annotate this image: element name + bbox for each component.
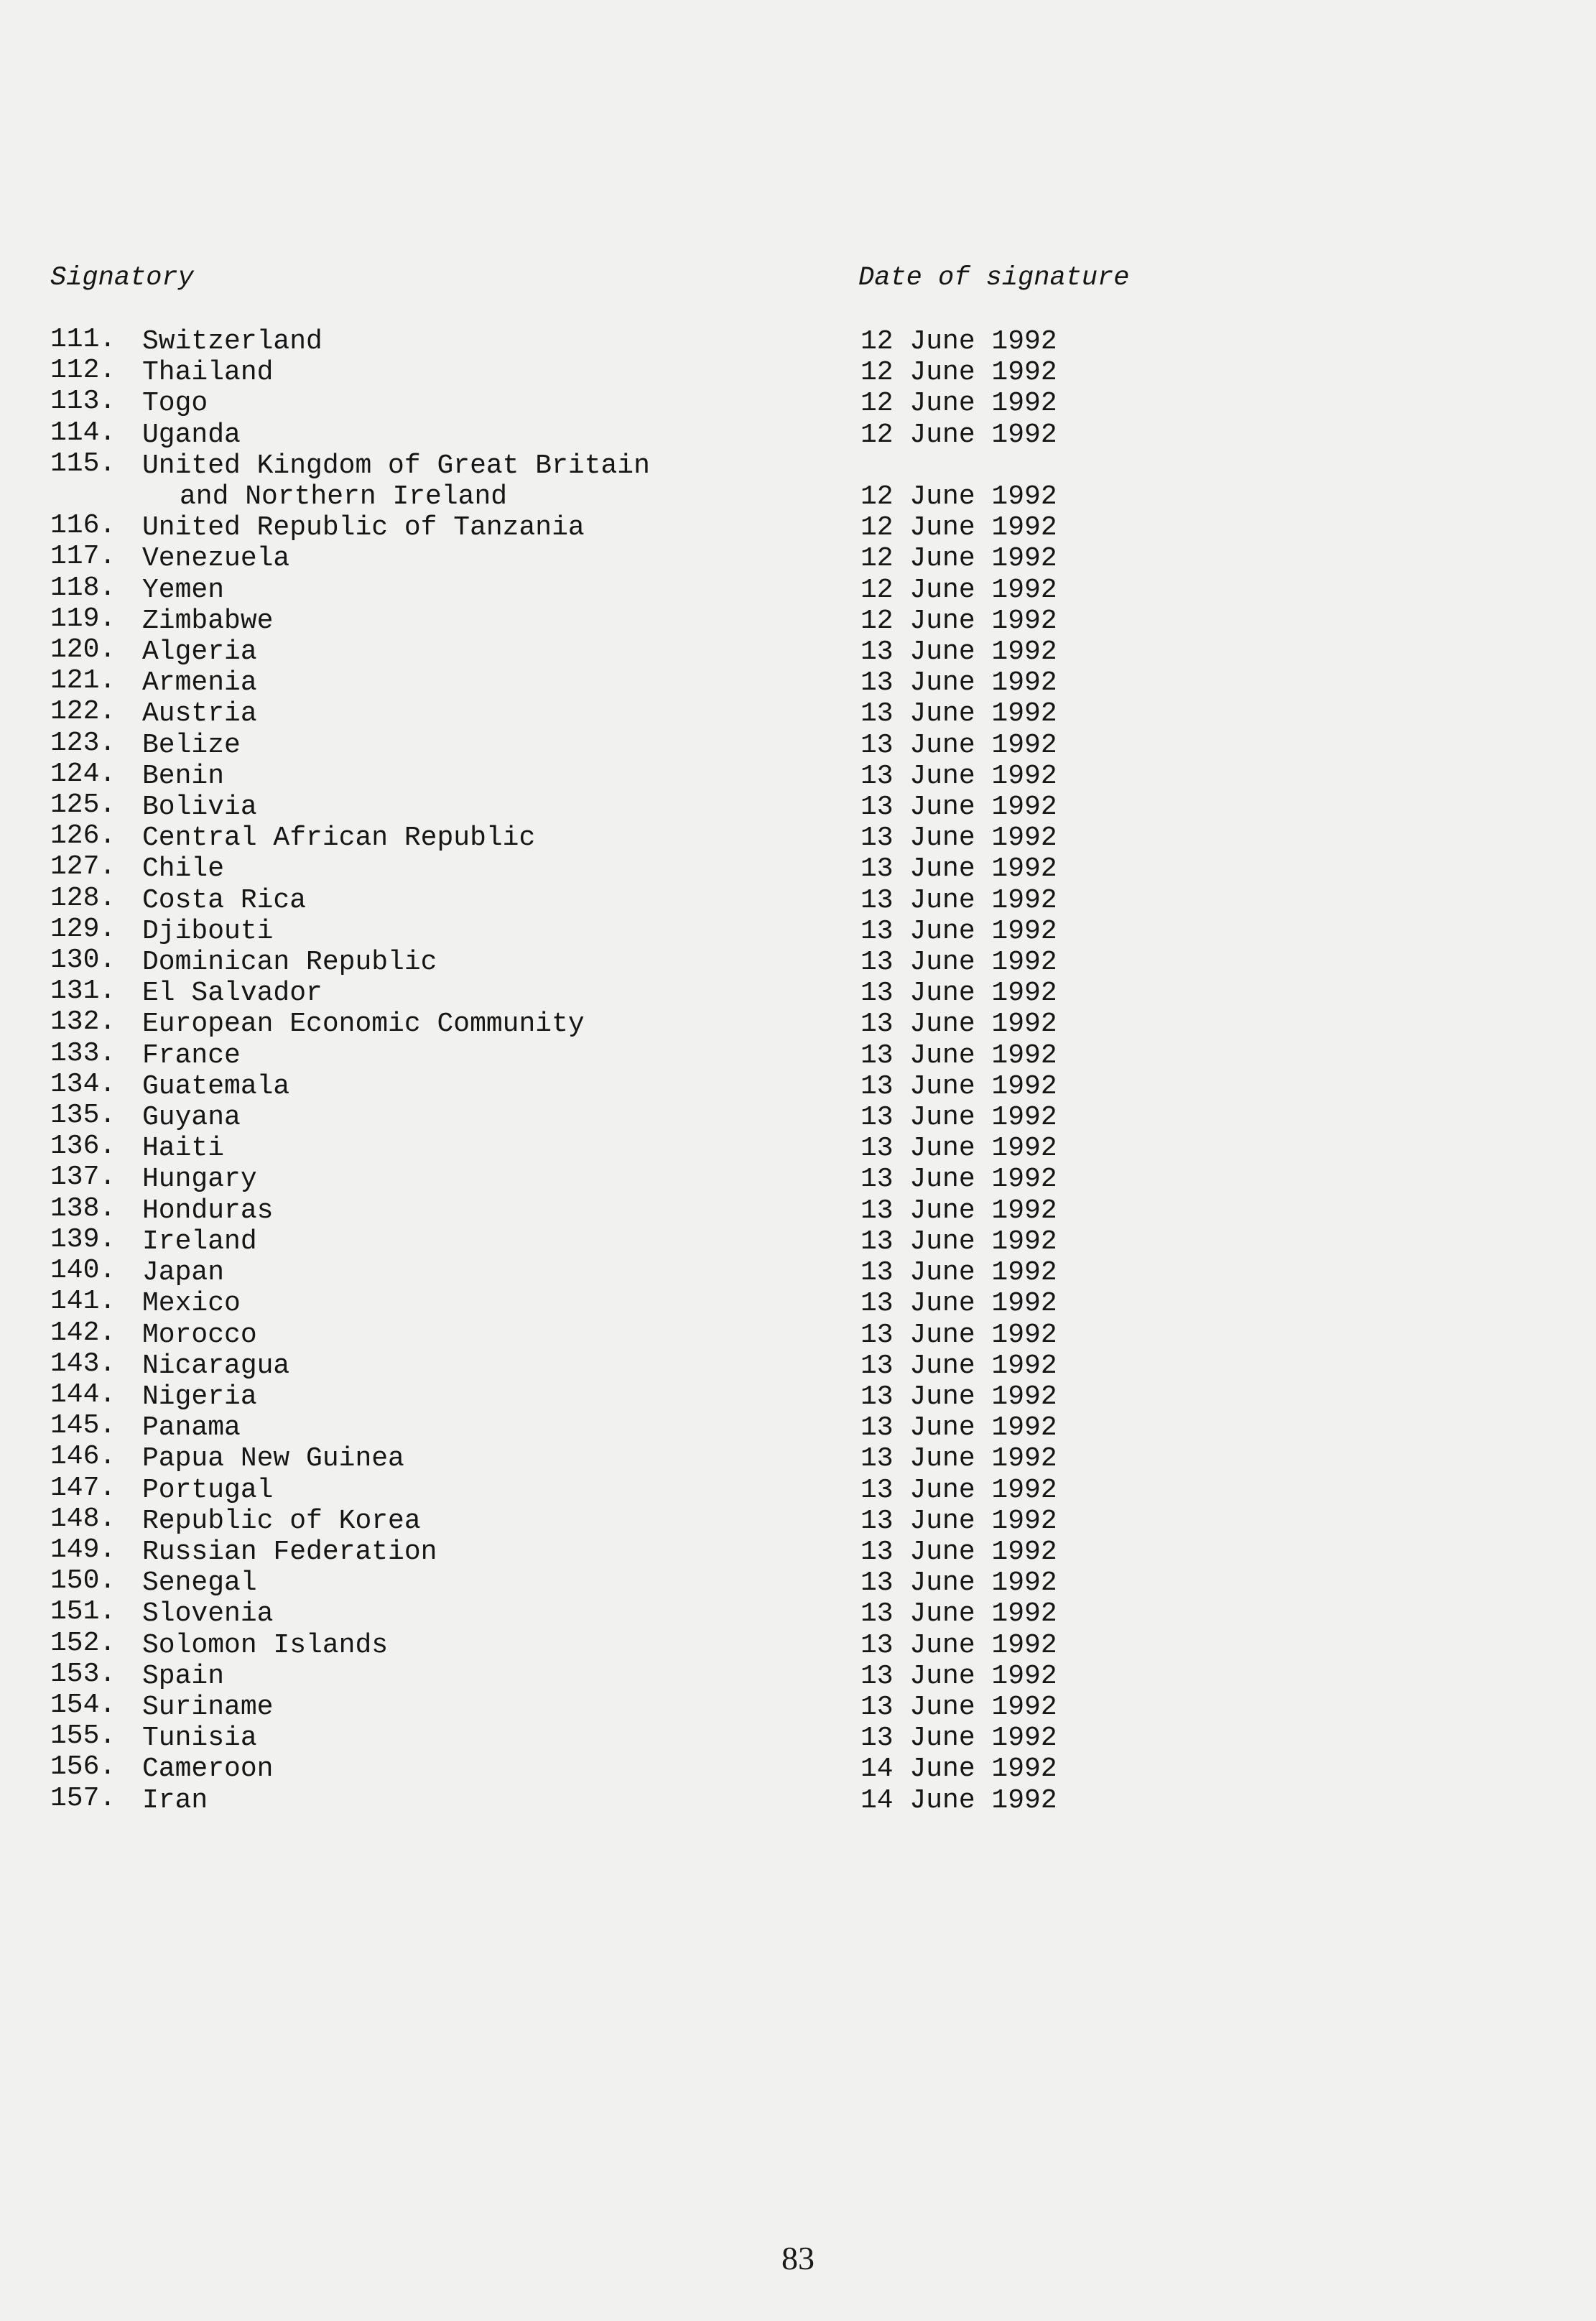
signatory-name-line: Slovenia <box>142 1598 274 1630</box>
entry-number: 145. <box>50 1410 116 1442</box>
signature-date: 12 June 1992 <box>860 357 1057 389</box>
entry-number: 132. <box>50 1006 116 1038</box>
signatory-name <box>142 1257 789 1288</box>
signatory-name-line: Chile <box>142 853 225 885</box>
entry-number: 115. <box>50 448 116 479</box>
signatory-row <box>50 1102 1343 1133</box>
signatory-name-line: Switzerland <box>142 326 323 357</box>
entry-number: 137. <box>50 1162 116 1193</box>
signatory-name <box>142 792 789 823</box>
signatory-name-line: Central African Republic <box>142 823 536 854</box>
signature-date: 13 June 1992 <box>860 1412 1057 1444</box>
signature-date: 13 June 1992 <box>860 1319 1057 1351</box>
signatory-name <box>142 636 789 667</box>
signatory-name-line: Nigeria <box>142 1381 257 1412</box>
entry-number: 125. <box>50 789 116 821</box>
signatory-row <box>50 1192 1343 1226</box>
signature-date: 12 June 1992 <box>860 512 1057 544</box>
signature-date: 13 June 1992 <box>860 1102 1057 1134</box>
signature-date: 13 June 1992 <box>860 1009 1057 1040</box>
entry-number: 143. <box>50 1348 116 1379</box>
signatory-name <box>142 1785 789 1816</box>
entry-number: 127. <box>50 851 116 883</box>
signatory-name <box>142 1195 789 1226</box>
signatory-name-line: Thailand <box>142 357 274 389</box>
signatory-name-line: Suriname <box>142 1691 274 1723</box>
signatory-name-line: France <box>142 1039 241 1071</box>
signature-date: 13 June 1992 <box>860 1443 1057 1475</box>
signatory-name <box>142 450 789 512</box>
entry-number: 113. <box>50 386 116 417</box>
signatory-name <box>142 326 789 357</box>
signatory-row <box>50 572 1343 606</box>
date-column-header: Date of signature <box>858 263 1130 293</box>
signatory-row <box>50 1472 1343 1506</box>
entry-number: 120. <box>50 634 116 666</box>
page-number: 83 <box>781 2240 815 2276</box>
entry-number: 134. <box>50 1068 116 1100</box>
signatory-name-line: Haiti <box>142 1133 225 1164</box>
signatory-row <box>50 543 1343 574</box>
signatory-name <box>142 1288 789 1319</box>
signatory-row <box>50 1598 1343 1629</box>
signatory-row <box>50 512 1343 543</box>
signatory-name-line: Portugal <box>142 1474 274 1506</box>
signature-date: 13 June 1992 <box>860 792 1057 823</box>
signatory-row <box>50 1567 1343 1598</box>
signatory-name-line: Spain <box>142 1660 225 1692</box>
signatory-row <box>50 1503 1343 1537</box>
signature-date: 13 June 1992 <box>860 1288 1057 1320</box>
signatory-name-line: United Republic of Tanzania <box>142 512 585 544</box>
signatory-name-line: Morocco <box>142 1319 257 1351</box>
signatory-name <box>142 1661 789 1692</box>
signatory-name-line: Uganda <box>142 419 241 450</box>
signatory-name-line: Algeria <box>142 636 257 668</box>
signature-date: 13 June 1992 <box>860 823 1057 854</box>
signatory-name <box>142 761 789 792</box>
signatory-row <box>50 1782 1343 1816</box>
signature-date: 13 June 1992 <box>860 1723 1057 1754</box>
entry-number: 121. <box>50 665 116 697</box>
signatory-name-line: Russian Federation <box>142 1536 437 1567</box>
signatory-name-line: Armenia <box>142 667 257 699</box>
signatory-name-line: Mexico <box>142 1288 241 1320</box>
signature-date: 14 June 1992 <box>860 1754 1057 1785</box>
signatory-name <box>142 1630 789 1661</box>
signature-date: 12 June 1992 <box>860 574 1057 606</box>
entry-number: 111. <box>50 324 116 355</box>
signature-date: 13 June 1992 <box>860 1350 1057 1381</box>
signatory-row <box>50 1534 1343 1567</box>
entry-number: 152. <box>50 1627 116 1659</box>
entry-number: 122. <box>50 696 116 728</box>
entry-number: 119. <box>50 603 116 634</box>
signatory-name <box>142 730 789 761</box>
signatory-row <box>50 1223 1343 1257</box>
signatory-name-line: Senegal <box>142 1567 257 1599</box>
signature-date: 13 June 1992 <box>860 1691 1057 1723</box>
signatory-name <box>142 1412 789 1443</box>
signatory-name <box>142 1009 789 1039</box>
signatory-name <box>142 1133 789 1164</box>
signatory-name <box>142 1723 789 1754</box>
signatory-name-continuation: and Northern Ireland <box>180 481 508 513</box>
signatory-name <box>142 1164 789 1195</box>
signature-date: 12 June 1992 <box>860 481 1057 513</box>
signature-date: 13 June 1992 <box>860 1474 1057 1506</box>
entry-number: 126. <box>50 820 116 852</box>
signatory-name-line: United Kingdom of Great Britain <box>142 450 650 481</box>
signatory-name <box>142 1381 789 1412</box>
signatory-name <box>142 1351 789 1381</box>
signatory-row <box>50 326 1343 357</box>
signatory-name <box>142 1567 789 1598</box>
entry-number: 149. <box>50 1534 116 1565</box>
signatory-list <box>50 326 1343 1816</box>
entry-number: 128. <box>50 882 116 914</box>
signatory-name <box>142 667 789 698</box>
signatory-row <box>50 1164 1343 1195</box>
signatory-name-line: Zimbabwe <box>142 605 274 636</box>
entry-number: 141. <box>50 1286 116 1317</box>
signature-date: 13 June 1992 <box>860 1598 1057 1630</box>
signatory-name <box>142 1040 789 1071</box>
signature-date: 13 June 1992 <box>860 760 1057 792</box>
signatory-name-line: Guyana <box>142 1102 241 1134</box>
signature-date: 13 June 1992 <box>860 1226 1057 1257</box>
signatory-name <box>142 978 789 1009</box>
signatory-name-line: Solomon Islands <box>142 1629 389 1661</box>
signatory-row <box>50 1068 1343 1102</box>
signatory-row <box>50 1317 1343 1351</box>
signatory-name-line: European Economic Community <box>142 1009 585 1040</box>
signatory-row <box>50 758 1343 792</box>
signatory-name-line: Japan <box>142 1257 225 1289</box>
signatory-name-line: Austria <box>142 698 257 730</box>
entry-number: 140. <box>50 1255 116 1287</box>
signatory-name <box>142 1506 789 1537</box>
signatory-row <box>50 1006 1343 1040</box>
signatory-name-line: Bolivia <box>142 792 257 823</box>
entry-number: 135. <box>50 1100 116 1131</box>
signatory-name-line: Benin <box>142 760 225 792</box>
signatory-name <box>142 388 789 419</box>
signatory-name <box>142 853 789 884</box>
entry-number: 138. <box>50 1192 116 1224</box>
signatory-name <box>142 543 789 574</box>
signatory-name <box>142 1598 789 1629</box>
entry-number: 117. <box>50 541 116 573</box>
signature-date: 13 June 1992 <box>860 636 1057 668</box>
signatory-row <box>50 1627 1343 1661</box>
signatory-row <box>50 947 1343 978</box>
signatory-name-line: Nicaragua <box>142 1350 290 1381</box>
signatory-name <box>142 823 789 853</box>
signatory-row <box>50 882 1343 916</box>
signature-date: 13 June 1992 <box>860 947 1057 978</box>
signature-date: 13 June 1992 <box>860 698 1057 730</box>
signatory-name <box>142 947 789 978</box>
signature-date: 13 June 1992 <box>860 884 1057 916</box>
entry-number: 124. <box>50 758 116 789</box>
signatory-name-line: Republic of Korea <box>142 1505 421 1537</box>
entry-number: 155. <box>50 1720 116 1752</box>
signatory-name-line: Honduras <box>142 1195 274 1226</box>
signatory-row <box>50 667 1343 698</box>
signatory-name <box>142 357 789 388</box>
signature-date: 12 June 1992 <box>860 419 1057 450</box>
signatory-name-line: Togo <box>142 388 208 420</box>
table-header <box>50 260 1487 296</box>
signatory-row <box>50 1288 1343 1319</box>
signatory-name <box>142 1226 789 1257</box>
entry-number: 139. <box>50 1223 116 1255</box>
signature-date: 13 June 1992 <box>860 1257 1057 1289</box>
signatory-name <box>142 1475 789 1506</box>
signature-date: 13 June 1992 <box>860 1536 1057 1567</box>
signature-date: 13 June 1992 <box>860 1164 1057 1195</box>
signatory-name-line: Tunisia <box>142 1723 257 1754</box>
signatory-name <box>142 1102 789 1133</box>
entry-number: 130. <box>50 945 116 976</box>
signature-date: 13 June 1992 <box>860 1133 1057 1164</box>
signatory-row <box>50 1348 1343 1381</box>
signatory-name-line: Papua New Guinea <box>142 1443 404 1475</box>
signatory-row <box>50 1381 1343 1412</box>
entry-number: 151. <box>50 1596 116 1628</box>
entry-number: 147. <box>50 1472 116 1504</box>
signature-date: 13 June 1992 <box>860 667 1057 699</box>
signature-date: 13 June 1992 <box>860 729 1057 761</box>
entry-number: 112. <box>50 355 116 386</box>
entry-number: 114. <box>50 417 116 448</box>
signatory-row <box>50 417 1343 450</box>
signatory-name-line: El Salvador <box>142 978 323 1009</box>
signature-date: 12 June 1992 <box>860 326 1057 357</box>
signatory-name-line: Guatemala <box>142 1070 290 1102</box>
signature-date: 12 June 1992 <box>860 543 1057 575</box>
entry-number: 153. <box>50 1658 116 1690</box>
signatory-row <box>50 1443 1343 1474</box>
signatory-name <box>142 512 789 543</box>
signatory-name-line: Yemen <box>142 574 225 606</box>
entry-number: 157. <box>50 1782 116 1814</box>
entry-number: 116. <box>50 510 116 542</box>
entry-number: 136. <box>50 1131 116 1162</box>
signatory-row <box>50 1037 1343 1071</box>
entry-number: 118. <box>50 572 116 603</box>
signatory-name <box>142 1692 789 1723</box>
signatory-row <box>50 727 1343 761</box>
signature-date: 12 June 1992 <box>860 605 1057 636</box>
signatory-name <box>142 420 789 450</box>
signatory-row <box>50 636 1343 667</box>
signatory-name <box>142 575 789 606</box>
entry-number: 146. <box>50 1441 116 1473</box>
signatory-row <box>50 388 1343 419</box>
entry-number: 154. <box>50 1689 116 1720</box>
signatory-row <box>50 1689 1343 1723</box>
signatory-name-line: Djibouti <box>142 915 274 947</box>
signatory-row <box>50 978 1343 1009</box>
signatory-row <box>50 789 1343 823</box>
signatory-name <box>142 885 789 916</box>
signatory-name <box>142 1754 789 1784</box>
signature-date: 13 June 1992 <box>860 1567 1057 1599</box>
signatory-row <box>50 1751 1343 1785</box>
signatory-name-line: Dominican Republic <box>142 947 437 978</box>
signatory-name <box>142 916 789 947</box>
entry-number: 144. <box>50 1379 116 1410</box>
signatory-name <box>142 698 789 729</box>
signatory-name <box>142 1071 789 1102</box>
signature-date: 13 June 1992 <box>860 915 1057 947</box>
signature-date: 13 June 1992 <box>860 1629 1057 1661</box>
signatory-row <box>50 853 1343 884</box>
entry-number: 156. <box>50 1751 116 1783</box>
signatory-name <box>142 1537 789 1567</box>
signature-date: 14 June 1992 <box>860 1784 1057 1816</box>
signatory-name <box>142 606 789 636</box>
signatory-row <box>50 603 1343 636</box>
entry-number: 148. <box>50 1503 116 1534</box>
signatory-name-line: Iran <box>142 1784 208 1816</box>
signatory-row <box>50 820 1343 854</box>
signatory-name-line: Cameroon <box>142 1754 274 1785</box>
signatory-name <box>142 1443 789 1474</box>
signatory-row <box>50 1658 1343 1692</box>
signature-date: 12 June 1992 <box>860 388 1057 420</box>
signature-date: 13 June 1992 <box>860 1195 1057 1226</box>
signatory-row <box>50 450 1343 512</box>
signature-date: 13 June 1992 <box>860 1381 1057 1412</box>
signatory-row <box>50 1720 1343 1754</box>
signature-date: 13 June 1992 <box>860 853 1057 885</box>
signature-date: 13 June 1992 <box>860 1070 1057 1102</box>
entry-number: 142. <box>50 1317 116 1348</box>
signature-date: 13 June 1992 <box>860 1505 1057 1537</box>
signatory-row <box>50 698 1343 729</box>
signatory-column-header: Signatory <box>50 263 194 293</box>
signatory-name-line: Panama <box>142 1412 241 1444</box>
signatory-name-line: Ireland <box>142 1226 257 1257</box>
signatory-name-line: Venezuela <box>142 543 290 575</box>
signatory-row <box>50 357 1343 388</box>
entry-number: 131. <box>50 976 116 1007</box>
entry-number: 129. <box>50 913 116 945</box>
entry-number: 133. <box>50 1037 116 1069</box>
entry-number: 123. <box>50 727 116 759</box>
signatory-row <box>50 1412 1343 1443</box>
signatory-name-line: Belize <box>142 729 241 761</box>
signature-date: 13 June 1992 <box>860 1039 1057 1071</box>
signatory-row <box>50 913 1343 947</box>
signatory-row <box>50 1257 1343 1288</box>
signatory-row <box>50 1133 1343 1164</box>
signatory-name-line: Hungary <box>142 1164 257 1195</box>
signature-date: 13 June 1992 <box>860 1660 1057 1692</box>
signatory-name-line: Costa Rica <box>142 884 307 916</box>
signature-date: 13 June 1992 <box>860 978 1057 1009</box>
signatory-name <box>142 1320 789 1351</box>
entry-number: 150. <box>50 1565 116 1597</box>
